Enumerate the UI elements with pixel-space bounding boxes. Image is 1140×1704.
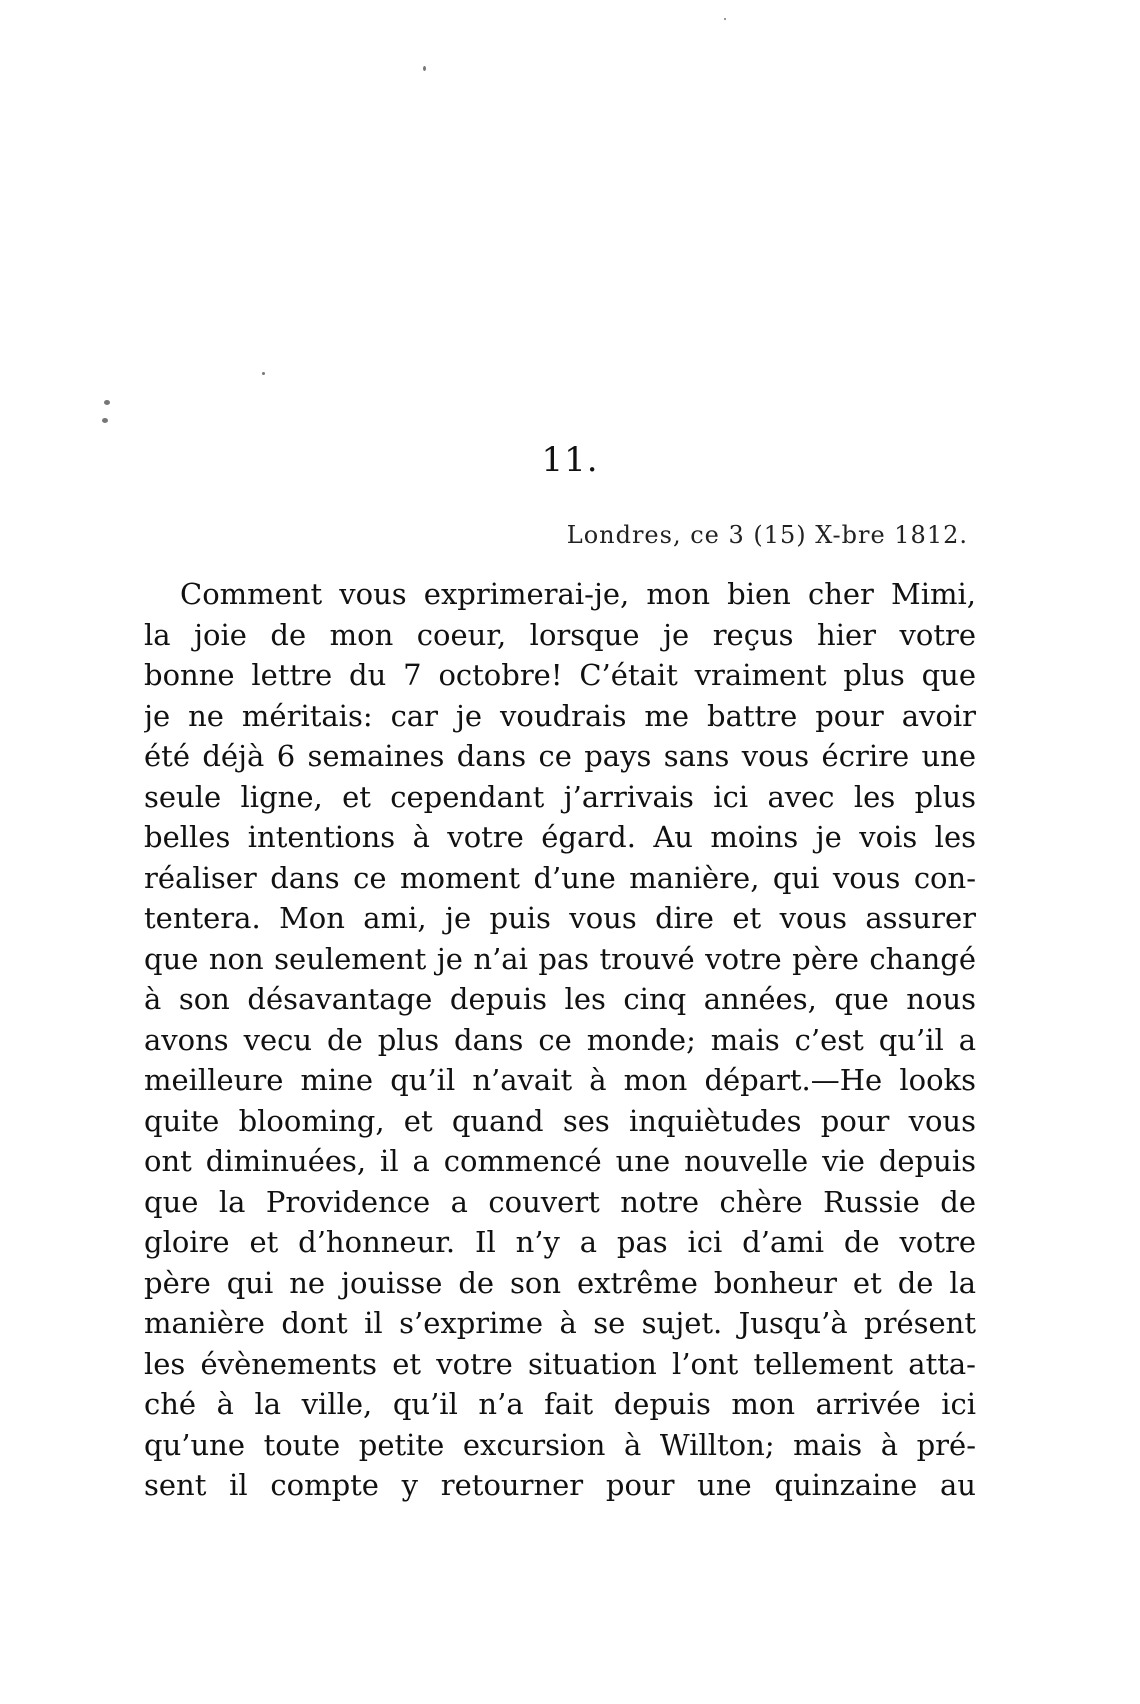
text-line: la joie de mon coeur, lorsque je reçus hier votre — [144, 617, 976, 652]
text-line: réaliser dans ce moment d’une manière, qui vous con- — [144, 860, 976, 895]
text-line: gloire et d’honneur. Il n’y a pas ici d’ami de votre — [144, 1225, 976, 1259]
letter-date: Londres, ce 3 (15) X-bre 1812. — [566, 521, 968, 549]
letter-number: 11. — [541, 440, 599, 480]
text-line: qu’une toute petite excursion à Willton; mais à pré- — [144, 1427, 976, 1462]
text-line: belles intentions à votre égard. Au moins je vois les — [144, 820, 976, 854]
text-line: que non seulement je n’ai pas trouvé votre père changé — [144, 941, 976, 976]
text-line: que la Providence a couvert notre chère Russie de — [144, 1184, 976, 1219]
scan-speck — [724, 18, 726, 20]
text-line: père qui ne jouisse de son extrême bonheur et de la — [144, 1265, 976, 1300]
text-line: les évènements et votre situation l’ont tellement atta- — [144, 1346, 976, 1381]
text-line: bonne lettre du 7 octobre! C’était vraiment plus que — [144, 658, 976, 692]
text-line: je ne méritais: car je voudrais me battre pour avoir — [144, 698, 976, 733]
text-line: tentera. Mon ami, je puis vous dire et vous assurer — [144, 901, 976, 935]
text-line: ché à la ville, qu’il n’a fait depuis mon arrivée ici — [144, 1387, 976, 1421]
text-line: à son désavantage depuis les cinq années, que nous — [144, 982, 976, 1016]
letter-body — [144, 574, 976, 1506]
text-line: été déjà 6 semaines dans ce pays sans vous écrire une — [144, 739, 976, 773]
text-line: ont diminuées, il a commencé une nouvelle vie depuis — [144, 1144, 976, 1178]
scan-speck — [102, 418, 108, 423]
scan-speck — [262, 372, 265, 375]
text-line: meilleure mine qu’il n’avait à mon départ.—He looks — [144, 1063, 976, 1097]
scan-speck — [423, 66, 426, 71]
text-line: manière dont il s’exprime à se sujet. Jusqu’à présent — [144, 1306, 976, 1340]
text-line: seule ligne, et cependant j’arrivais ici avec les plus — [144, 779, 976, 814]
text-line: Comment vous exprimerai-je, mon bien cher Mimi, — [180, 577, 976, 611]
text-line: quite blooming, et quand ses inquiètudes pour vous — [144, 1103, 976, 1138]
scan-speck — [104, 400, 110, 405]
text-line: avons vecu de plus dans ce monde; mais c’est qu’il a — [144, 1022, 976, 1057]
text-line: sent il compte y retourner pour une quinzaine au — [144, 1468, 976, 1502]
